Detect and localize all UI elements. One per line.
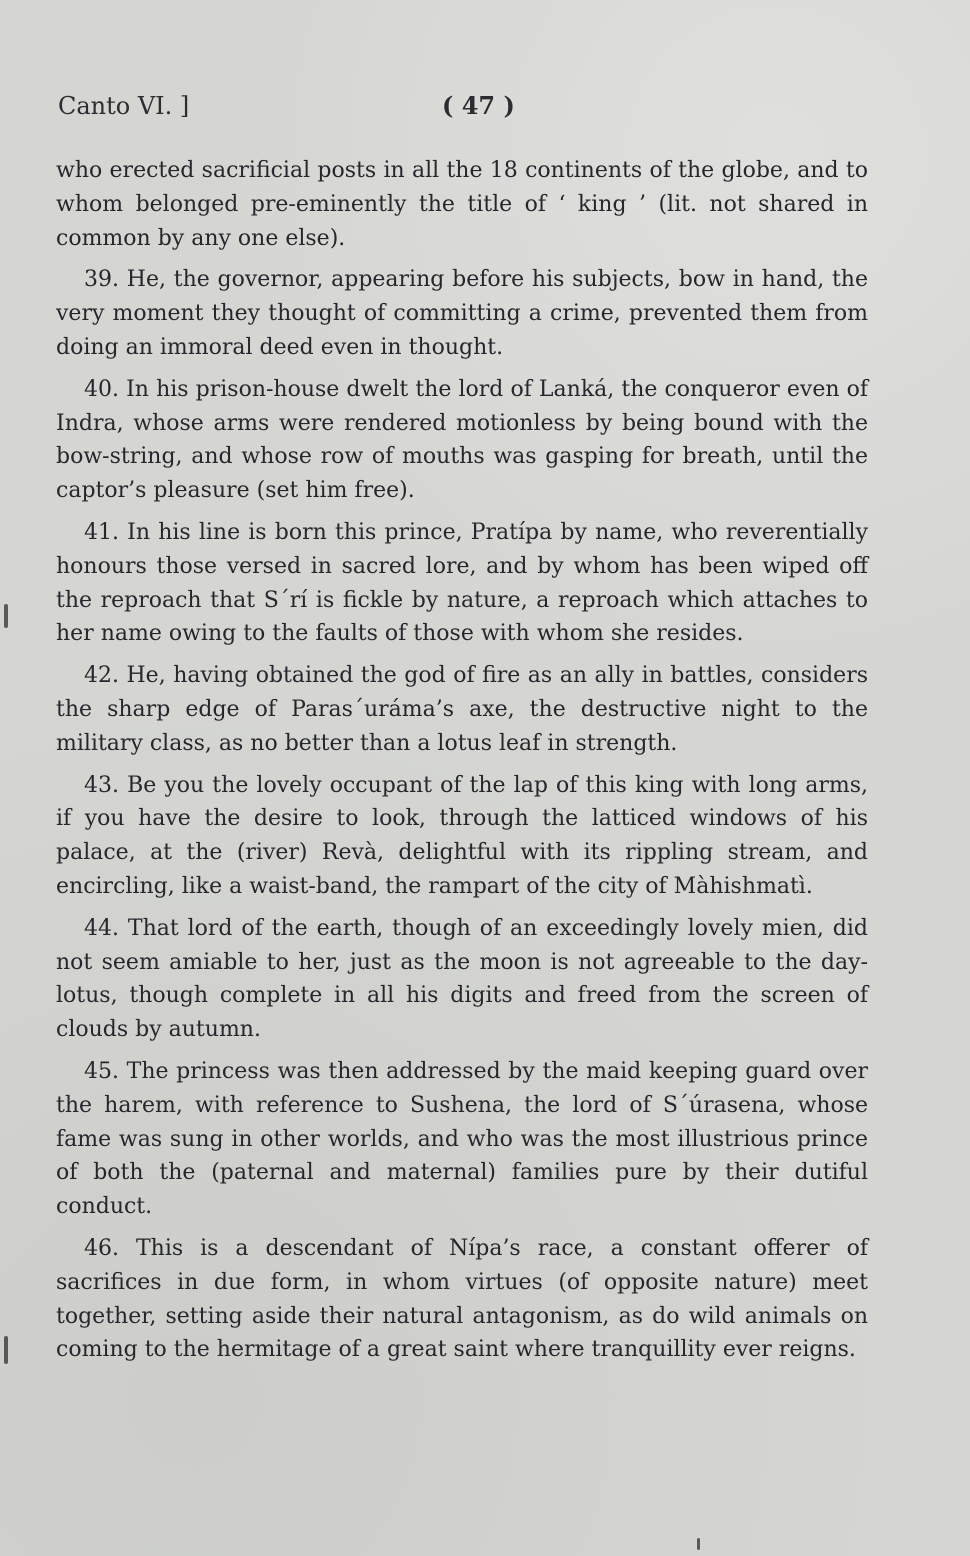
page-body: [56, 154, 868, 1375]
verse-44: [56, 912, 868, 1047]
verse-46: [56, 1232, 868, 1367]
verse-number: 43.: [84, 772, 119, 798]
verse-40: [56, 373, 868, 508]
verse-text: He, the governor, appearing before his subjects, bow in hand, the very moment they thought of committing a crime, prevented them from doing an immoral deed even in thought.: [56, 267, 868, 360]
verse-number: 45.: [84, 1058, 119, 1084]
verse-number: 46.: [84, 1235, 119, 1261]
verse-42: [56, 659, 868, 760]
verse-45: [56, 1055, 868, 1224]
verse-text: The princess was then addressed by the maid keeping guard over the harem, with reference to Sushena, the lord of S´úrasena, whose fame was sung in other worlds, and who was the most illustrious prince of both the (paternal and maternal) families pure by their dutiful conduct.: [56, 1058, 869, 1220]
scan-speck: [697, 1538, 700, 1550]
canto-heading: Canto VI. ]: [58, 92, 190, 120]
verse-text: He, having obtained the god of fire as an ally in battles, considers the sharp edge of Paras´uráma’s axe, the destructive night to the military class, as no better than a lotus leaf in strength.: [56, 663, 868, 756]
page-header: [58, 88, 858, 124]
verse-number: 39.: [84, 267, 119, 293]
verse-text: That lord of the earth, though of an exceedingly lovely mien, did not seem amiable to her, just as the moon is not agreeable to the day-lotus, though complete in all his digits and freed from the screen of clouds by autumn.: [56, 915, 868, 1043]
verse-39: [56, 263, 868, 364]
verse-41: [56, 516, 868, 651]
verse-number: 42.: [84, 663, 119, 689]
page-number: ( 47 ): [442, 91, 515, 120]
verse-number: 44.: [84, 915, 119, 941]
paragraph-text: who erected sacrificial posts in all the 18 continents of the globe, and to whom belonged pre-eminently the title of ‘ king ’ (lit. not shared in common by any one else).: [56, 158, 868, 251]
verse-text: This is a descendant of Nípa’s race, a constant offerer of sacrifices in due form, in whom virtues (of opposite nature) meet together, setting aside their natural antagonism, as do wild animals on coming to the hermitage of a great saint where tranquillity ever reigns.: [56, 1235, 868, 1363]
verse-text: Be you the lovely occupant of the lap of this king with long arms, if you have the desire to look, through the latticed windows of his palace, at the (river) Revà, delightful with its rippling stream, and encircling, like a waist-band, the rampart of the city of Màhishmatì.: [56, 772, 868, 899]
scan-speck: [4, 1336, 8, 1364]
verse-number: 40.: [84, 376, 119, 402]
verse-text: In his prison-house dwelt the lord of Lanká, the conqueror even of Indra, whose arms were rendered motionless by being bound with the bow-string, and whose row of mouths was gasping for breath, until the captor’s pleasure (set him free).: [56, 376, 868, 504]
verse-text: In his line is born this prince, Pratípa by name, who reverentially honours those versed in sacred lore, and by whom has been wiped off the reproach that S´rí is fickle by nature, a reproach which attaches to her name owing to the faults of those with whom she resides.: [56, 519, 868, 647]
scan-speck: [4, 604, 8, 628]
paragraph-continuation: [56, 154, 868, 255]
verse-43: [56, 769, 868, 904]
verse-number: 41.: [84, 519, 119, 545]
